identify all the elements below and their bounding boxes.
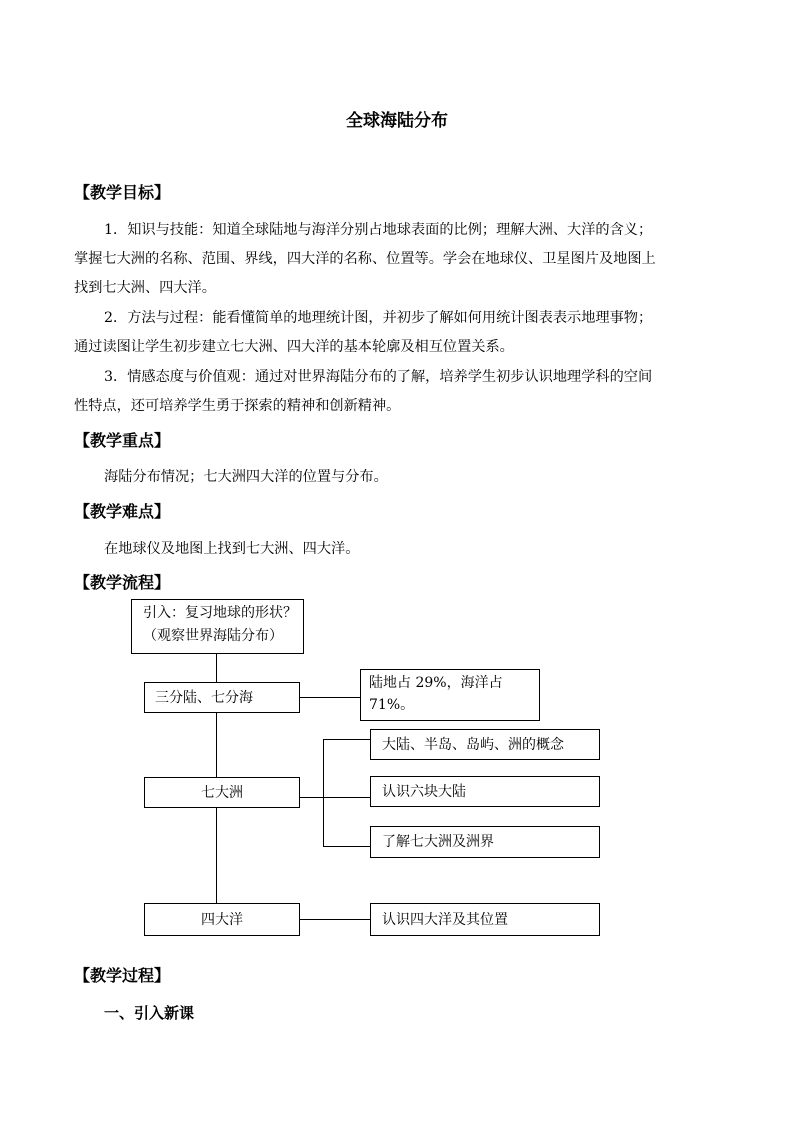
oceans-label: 四大洋 (201, 912, 243, 928)
connector-line (216, 653, 217, 683)
ocean-positions-label: 认识四大洋及其位置 (382, 912, 508, 928)
goals-heading: 【教学目标】 (74, 183, 171, 202)
boundaries-box (370, 826, 600, 858)
key-points-heading: 【教学重点】 (74, 431, 171, 450)
connector-line (323, 739, 371, 740)
connector-line (216, 712, 217, 778)
goals-line: 1．知识与技能：知道全球陆地与海洋分别占地球表面的比例；理解大洲、大洋的含义； (104, 222, 653, 238)
connector-line (299, 919, 370, 920)
process-heading: 【教学过程】 (74, 966, 171, 985)
connector-line (299, 797, 370, 798)
connector-line (299, 697, 360, 698)
six-continents-box (370, 776, 600, 807)
continents-label: 七大洲 (201, 785, 243, 801)
connector-line (323, 739, 324, 847)
ocean-positions-box (370, 903, 600, 936)
boundaries-label: 了解七大洲及洲界 (382, 834, 494, 850)
land-sea-box (144, 682, 300, 713)
ratio-line: 71%。 (369, 697, 415, 713)
connector-line (216, 807, 217, 904)
connector-line (323, 846, 371, 847)
goals-line: 性特点，还可培养学生勇于探索的精神和创新精神。 (74, 398, 401, 414)
goals-line: 掌握七大洲的名称、范围、界线，四大洋的名称、位置等。学会在地球仪、卫星图片及地图上 (74, 251, 656, 267)
intro-box (131, 599, 304, 654)
goals-line: 3．情感态度与价值观：通过对世界海陆分布的了解，培养学生初步认识地理学科的空间 (104, 369, 653, 385)
key-points-text: 海陆分布情况；七大洲四大洋的位置与分布。 (104, 469, 388, 485)
intro-line: （观察世界海陆分布） (143, 628, 283, 644)
page-title: 全球海陆分布 (346, 111, 448, 131)
process-subheading: 一、引入新课 (104, 1004, 195, 1022)
concepts-label: 大陆、半岛、岛屿、洲的概念 (382, 737, 564, 753)
six-continents-label: 认识六块大陆 (382, 784, 466, 800)
goals-line: 找到七大洲、四大洋。 (74, 280, 216, 296)
ratio-box (360, 669, 540, 721)
flow-heading: 【教学流程】 (74, 573, 171, 592)
land-sea-label: 三分陆、七分海 (155, 690, 253, 706)
oceans-box (144, 903, 300, 936)
goals-line: 2．方法与过程：能看懂简单的地理统计图，并初步了解如何用统计图表表示地理事物； (104, 310, 653, 326)
goals-line: 通过读图让学生初步建立七大洲、四大洋的基本轮廓及相互位置关系。 (74, 339, 514, 355)
difficulties-heading: 【教学难点】 (74, 502, 171, 521)
intro-line: 引入：复习地球的形状？ (143, 605, 297, 621)
difficulties-text: 在地球仪及地图上找到七大洲、四大洋。 (104, 541, 360, 557)
ratio-line: 陆地占 29%，海洋占 (369, 675, 503, 691)
concepts-box (370, 729, 600, 760)
continents-box (144, 777, 300, 808)
